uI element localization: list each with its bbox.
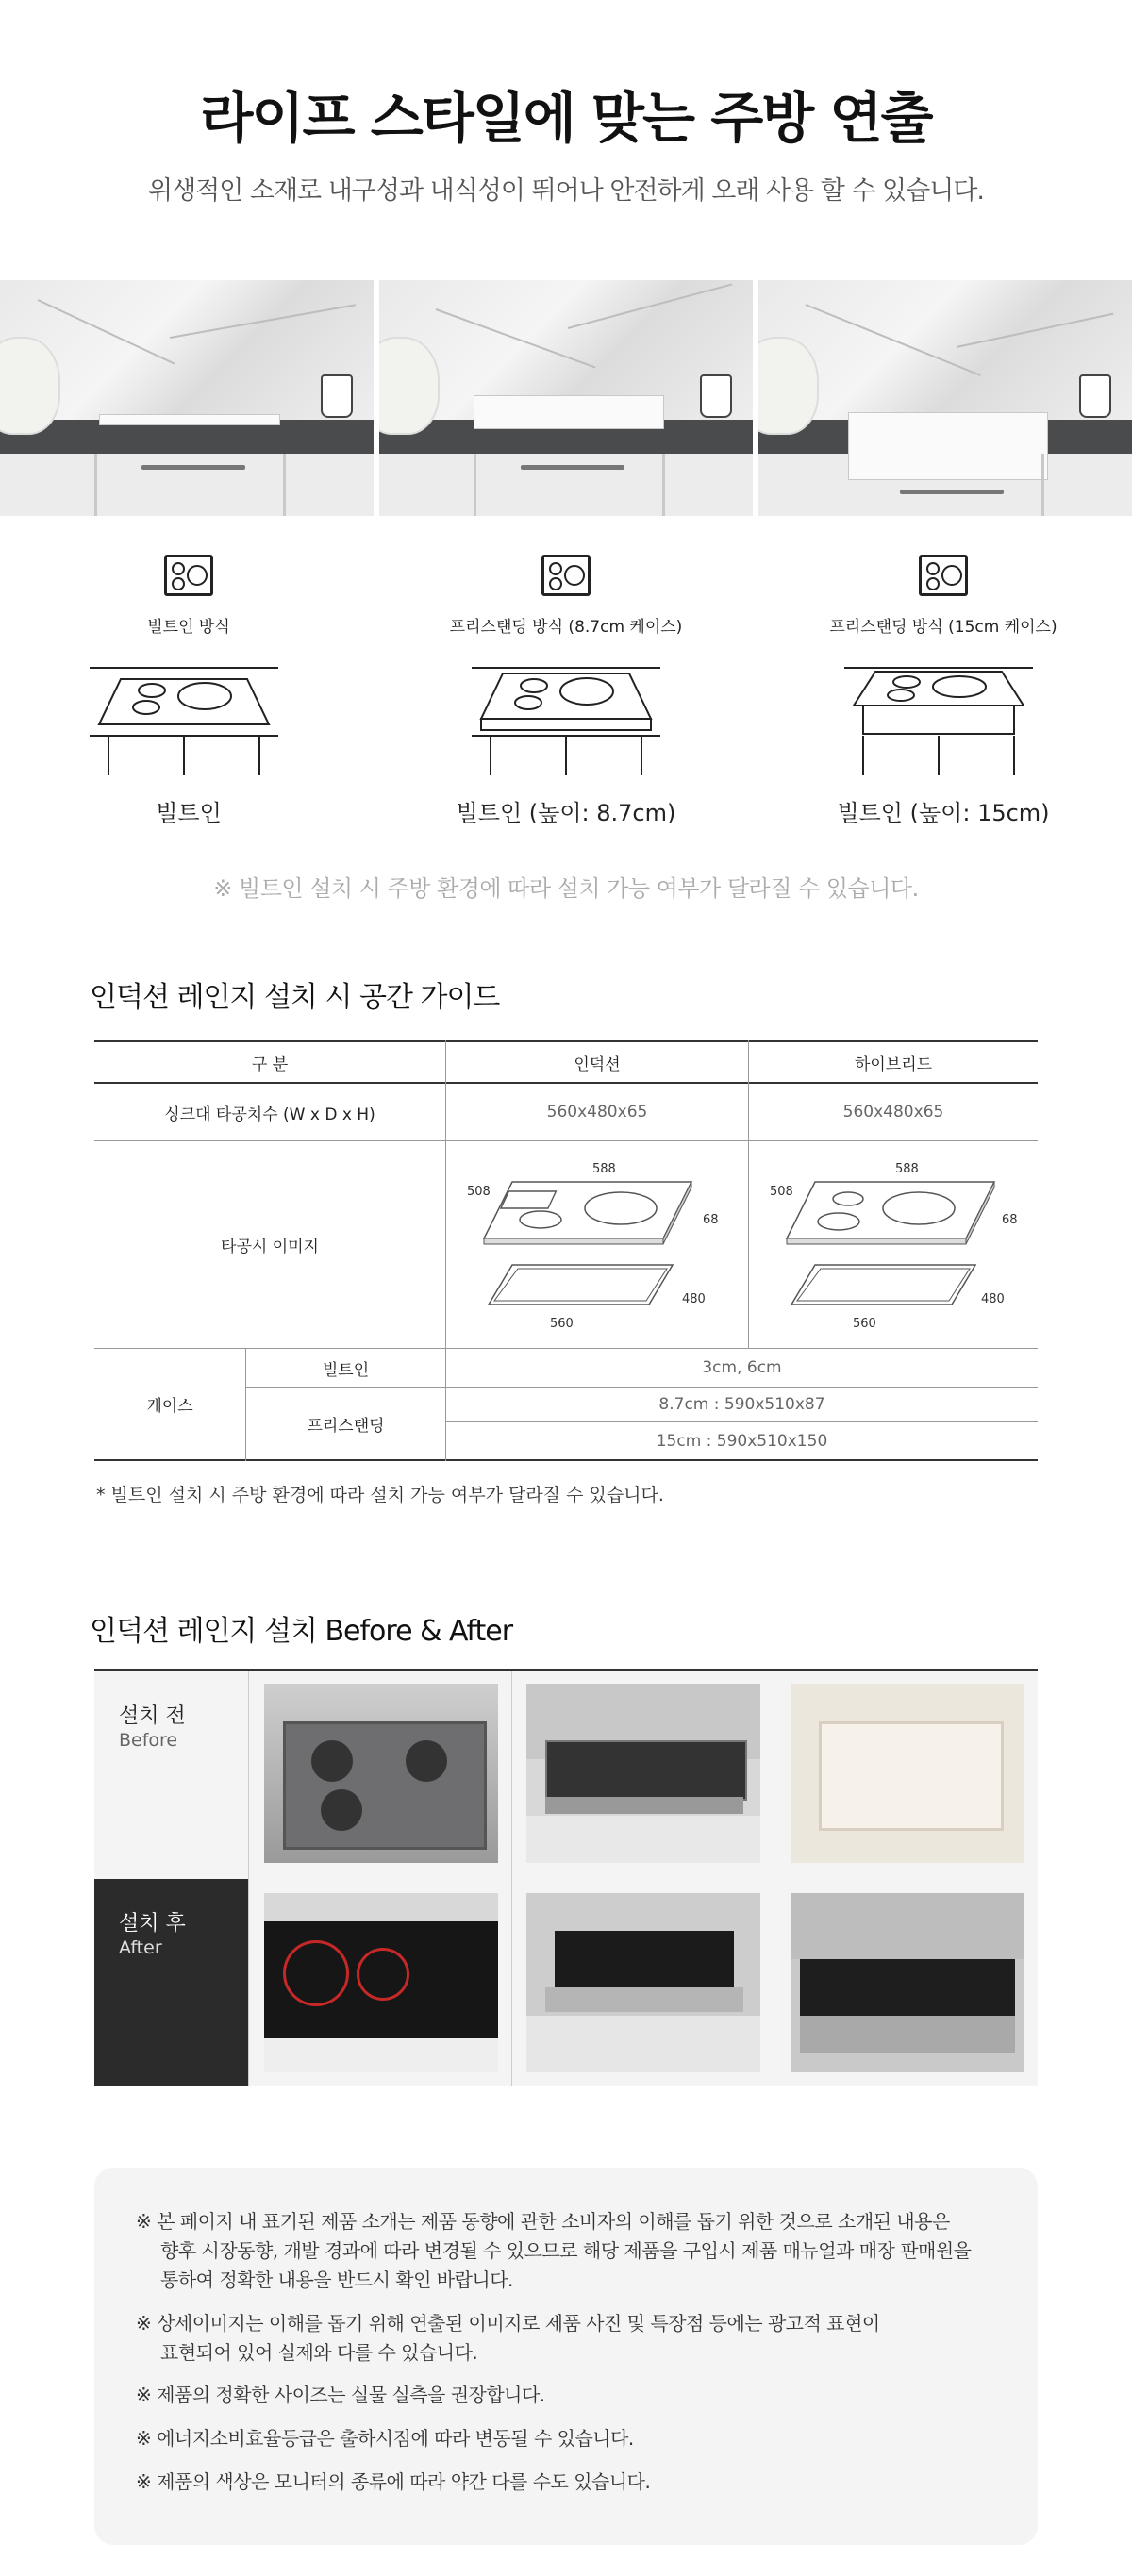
cutout-induction-value: 560x480x65 [546, 1103, 648, 1122]
page-title: 라이프 스타일에 맞는 주방 연출 [200, 86, 932, 150]
dim-label: 68 [1002, 1213, 1018, 1227]
before-label: 설치 전 Before [94, 1671, 248, 1879]
space-guide-note: * 빌트인 설치 시 주방 환경에 따라 설치 가능 여부가 달라질 수 있습니다. [96, 1485, 664, 1505]
install-type-label: 프리스탠딩 방식 (8.7cm 케이스) [449, 618, 683, 637]
dim-label: 588 [895, 1162, 919, 1176]
case-freestanding-value: 15cm : 590x510x150 [656, 1431, 828, 1451]
install-type-caption: 빌트인 (높이: 15cm) [837, 800, 1050, 826]
disclaimer-item: ※ 제품의 정확한 사이즈는 실물 실측을 권장합니다. [136, 2384, 545, 2406]
builtin-diagram [90, 660, 278, 783]
row-label-image: 타공시 이미지 [221, 1238, 319, 1256]
space-guide-table [94, 1040, 1038, 1461]
disclaimer-item: ※ 본 페이지 내 표기된 제품 소개는 제품 동향에 관한 소비자의 이해를 돕기 위한 것으로 소개된 내용은 향후 시장동향, 개발 경과에 따라 변경될 수 있으므로 해당 제품을 구입시 제품 매뉴얼과 매장 판매원을 통하여 정확한 내용을 반드시 확인 바랍니다. [136, 2210, 972, 2291]
case-builtin-label: 빌트인 [322, 1360, 370, 1380]
hybrid-cutout-diagram [758, 1154, 1032, 1342]
after-photo-induction-15 [791, 1893, 1024, 2072]
dim-label: 508 [467, 1185, 491, 1199]
freestanding-15-diagram [844, 660, 1033, 783]
install-note: ※ 빌트인 설치 시 주방 환경에 따라 설치 가능 여부가 달라질 수 있습니다. [213, 875, 919, 902]
dim-label: 480 [682, 1292, 706, 1306]
install-type-label: 빌트인 방식 [147, 618, 230, 637]
page-subtitle: 위생적인 소재로 내구성과 내식성이 뛰어나 안전하게 오래 사용 할 수 있습니다. [147, 176, 985, 206]
case-freestanding-label: 프리스탠딩 [307, 1416, 385, 1436]
kitchen-photo-builtin [0, 280, 374, 516]
cutout-hybrid-value: 560x480x65 [842, 1103, 944, 1122]
kitchen-photo-freestanding-15 [758, 280, 1132, 516]
row-label-cutout: 싱크대 타공치수 (W x D x H) [164, 1105, 375, 1124]
kitchen-photo-freestanding-87 [379, 280, 753, 516]
space-guide-title: 인덕션 레인지 설치 시 공간 가이드 [90, 981, 500, 1014]
before-photo-gas-range [526, 1684, 760, 1863]
table-header: 구 분 [251, 1055, 289, 1074]
freestanding-87-diagram [472, 660, 660, 783]
dim-label: 560 [550, 1317, 574, 1331]
before-photo-empty-counter [791, 1684, 1024, 1863]
dim-label: 588 [592, 1162, 616, 1176]
before-after-title: 인덕션 레인지 설치 Before & After [90, 1615, 513, 1648]
cooktop-icon [541, 555, 591, 596]
dim-label: 480 [981, 1292, 1005, 1306]
disclaimer-item: ※ 에너지소비효율등급은 출하시점에 따라 변동될 수 있습니다. [136, 2427, 634, 2450]
install-type-caption: 빌트인 [156, 800, 222, 826]
table-header: 하이브리드 [854, 1055, 933, 1074]
before-after-grid [94, 1669, 1038, 2086]
after-photo-induction-builtin [264, 1893, 498, 2072]
before-photo-gas-stove [264, 1684, 498, 1863]
disclaimer-item: ※ 제품의 색상은 모니터의 종류에 따라 약간 다를 수도 있습니다. [136, 2470, 651, 2493]
install-type-label: 프리스탠딩 방식 (15cm 케이스) [829, 618, 1057, 637]
case-freestanding-value: 8.7cm : 590x510x87 [658, 1395, 825, 1414]
install-type-caption: 빌트인 (높이: 8.7cm) [456, 800, 676, 826]
after-label: 설치 후 After [94, 1879, 248, 2086]
dim-label: 508 [770, 1185, 793, 1199]
dim-label: 68 [703, 1213, 719, 1227]
dim-label: 560 [853, 1317, 876, 1331]
disclaimer-box [94, 2168, 1038, 2545]
case-builtin-value: 3cm, 6cm [702, 1358, 782, 1377]
table-header: 인덕션 [574, 1055, 621, 1074]
cooktop-icon [164, 555, 213, 596]
case-label: 케이스 [146, 1397, 193, 1416]
after-photo-induction-87 [526, 1893, 760, 2072]
induction-cutout-diagram [456, 1154, 739, 1342]
cooktop-icon [919, 555, 968, 596]
disclaimer-item: ※ 상세이미지는 이해를 돕기 위해 연출된 이미지로 제품 사진 및 특장점 등에는 광고적 표현이 표현되어 있어 실제와 다를 수 있습니다. [136, 2312, 880, 2364]
